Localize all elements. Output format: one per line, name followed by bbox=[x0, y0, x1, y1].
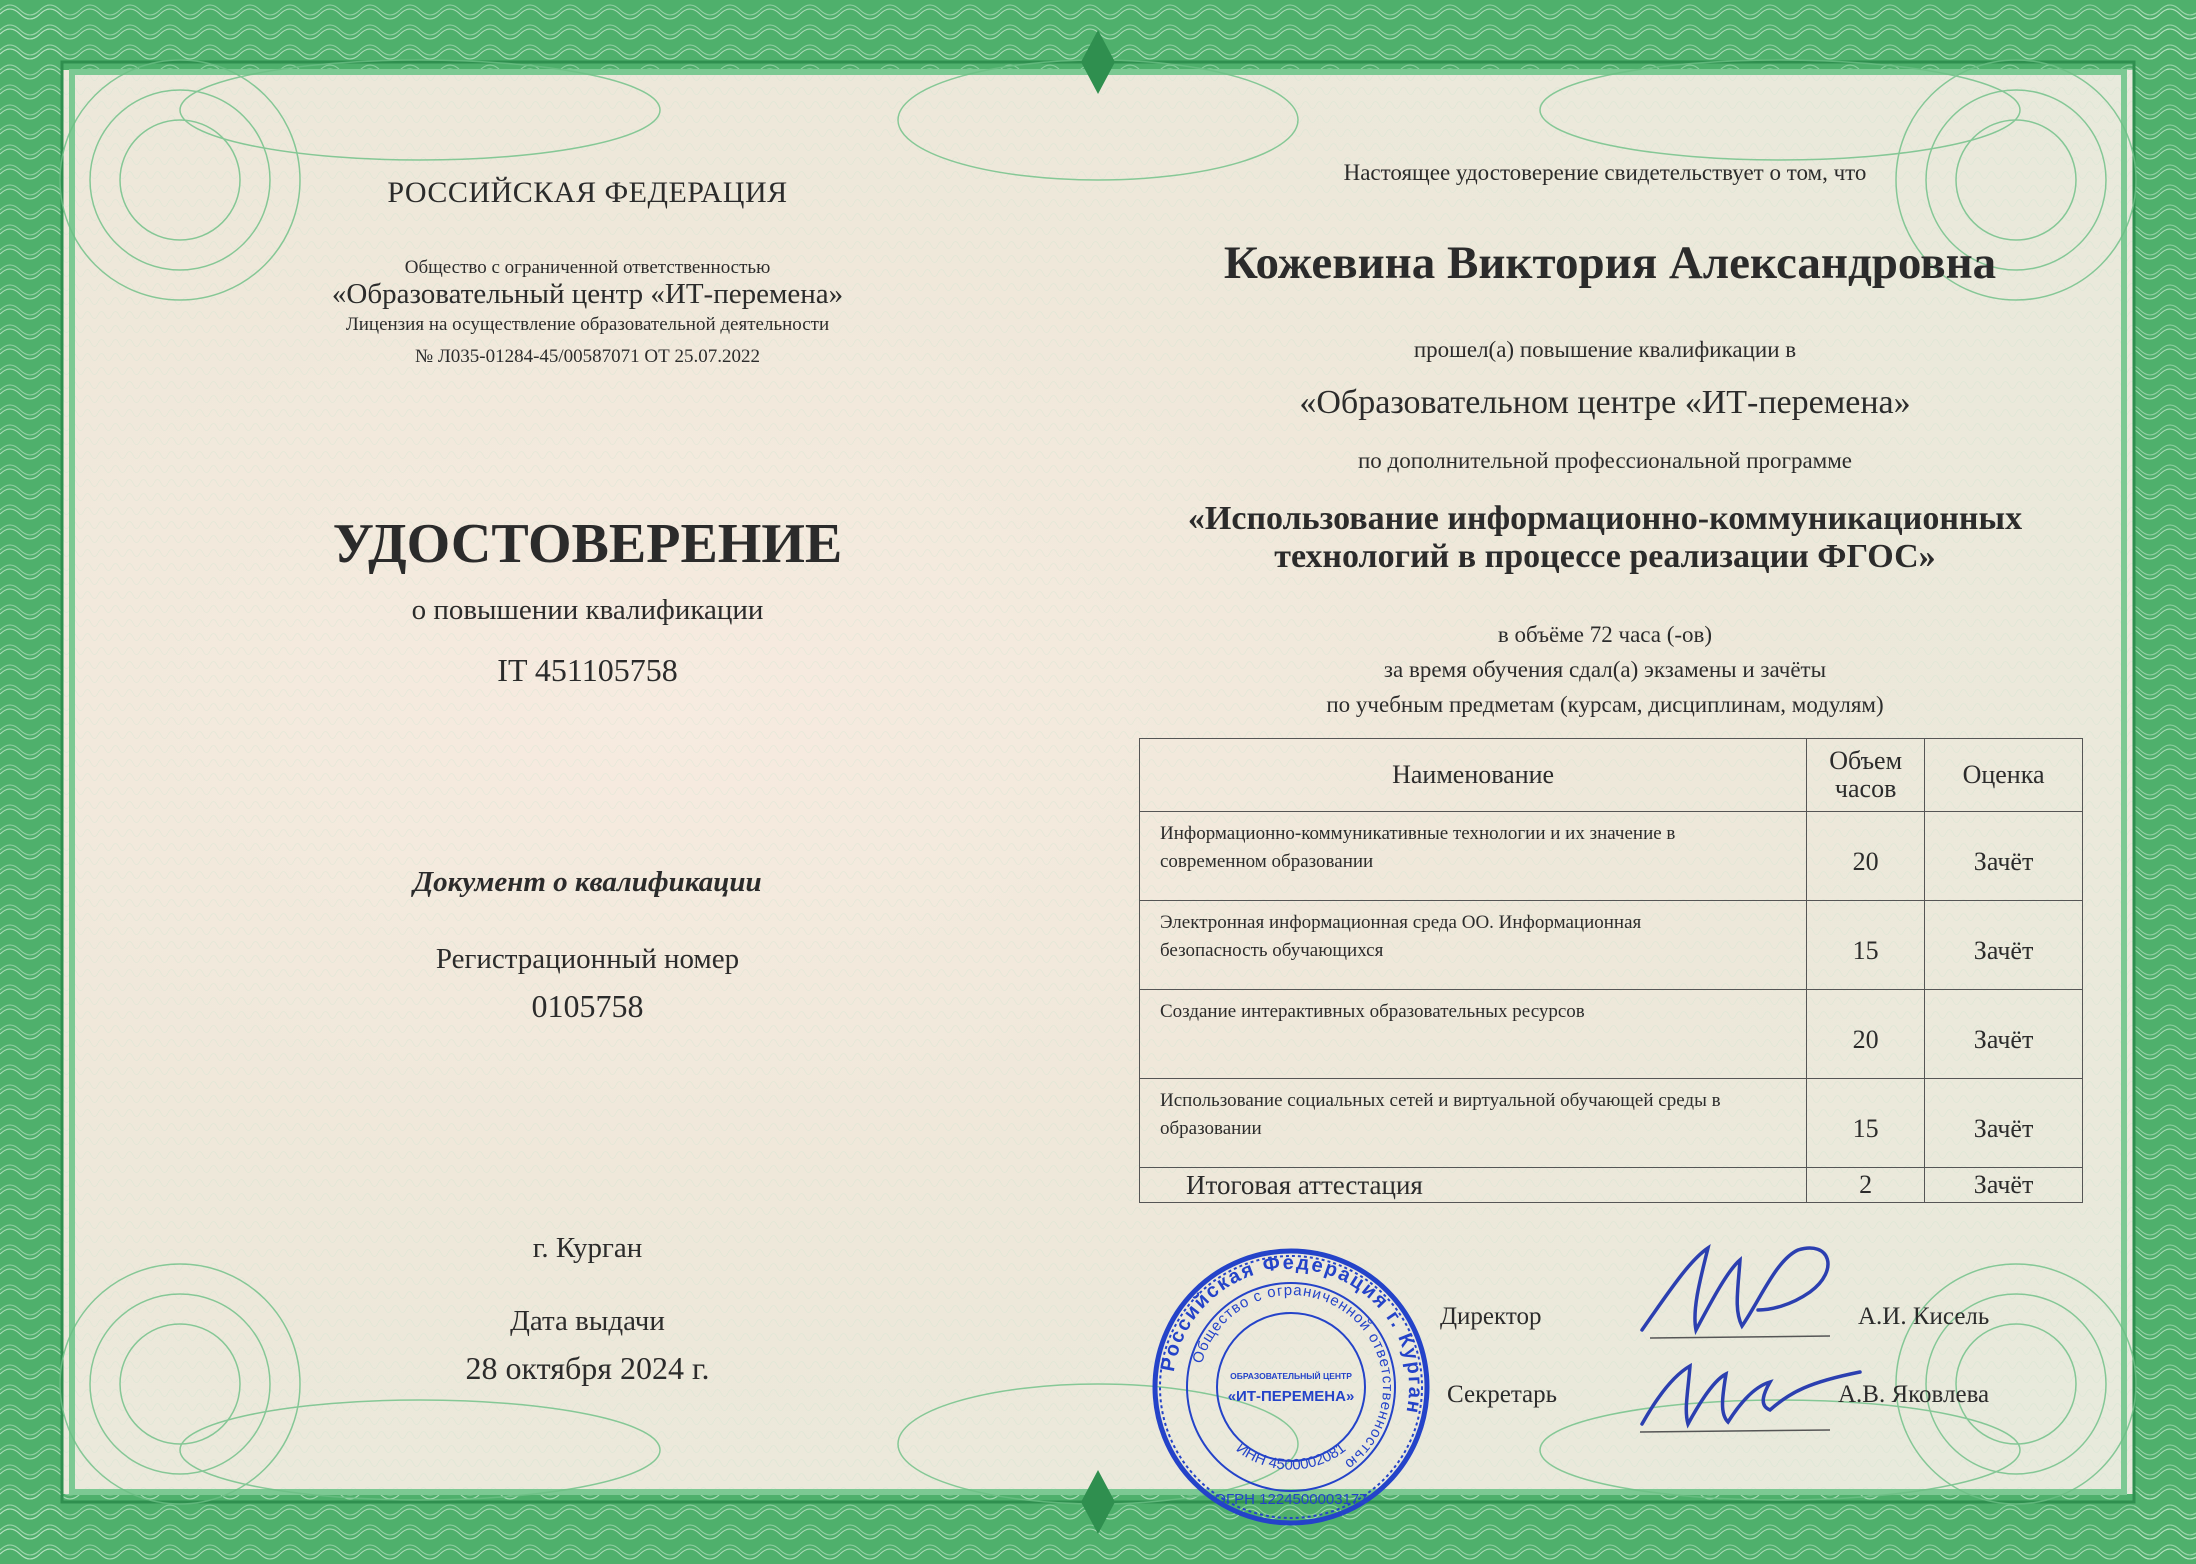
document-title: УДОСТОВЕРЕНИЕ bbox=[332, 513, 843, 575]
document-number: IT 451105758 bbox=[497, 652, 678, 688]
header-hours-line-2: часов bbox=[1834, 774, 1897, 803]
director-signature bbox=[1630, 1230, 1860, 1350]
header-hours bbox=[1807, 739, 1925, 812]
subject-name bbox=[1140, 812, 1807, 901]
license-line-2: № Л035-01284-45/00587071 ОТ 25.07.2022 bbox=[414, 346, 761, 367]
header-name: Наименование bbox=[1140, 739, 1807, 812]
subject-name-line-1: Использование социальных сетей и виртуальной обучающей среды в bbox=[1160, 1090, 1721, 1111]
secretary-signature bbox=[1630, 1352, 1870, 1442]
subject-hours: 15 bbox=[1807, 901, 1925, 990]
table-row bbox=[1140, 812, 2083, 901]
exams-line-2: по учебным предметам (курсам, дисциплинам, модулям) bbox=[1326, 692, 1884, 717]
organization-seal bbox=[1150, 1246, 1432, 1528]
director-name: А.И. Кисель bbox=[1858, 1303, 1990, 1330]
seal-inn: ИНН 4500002081 bbox=[1233, 1439, 1349, 1474]
exams-line-1: за время обучения сдал(а) экзамены и зачёты bbox=[1383, 657, 1827, 682]
subject-name-line-1: Электронная информационная среда ОО. Информационная bbox=[1160, 912, 1642, 933]
center-name: «Образовательном центре «ИТ-перемена» bbox=[1299, 384, 1911, 421]
city: г. Курган bbox=[532, 1232, 643, 1264]
header-grade: Оценка bbox=[1925, 739, 2083, 812]
table-row bbox=[1140, 990, 2083, 1079]
table-header-row bbox=[1140, 739, 2083, 812]
subject-name-line-2: современном образовании bbox=[1160, 851, 1374, 872]
country-title: РОССИЙСКАЯ ФЕДЕРАЦИЯ bbox=[387, 176, 788, 209]
subject-hours: 20 bbox=[1807, 812, 1925, 901]
program-label: по дополнительной профессиональной программе bbox=[1358, 448, 1852, 473]
subject-hours: 15 bbox=[1807, 1079, 1925, 1168]
director-label: Директор bbox=[1440, 1303, 1542, 1330]
svg-text:ИНН 4500002081 bbox=[1233, 1439, 1349, 1473]
seal-outer-text: Российская Федерация г. Курган bbox=[1157, 1251, 1427, 1417]
subject-name bbox=[1140, 990, 1807, 1079]
header-hours-line-1: Объем bbox=[1829, 746, 1903, 775]
subject-grade: Зачёт bbox=[1925, 812, 2083, 901]
subject-hours: 20 bbox=[1807, 990, 1925, 1079]
program-title-line-1: «Использование информационно-коммуникационных bbox=[1187, 500, 2023, 537]
license-line-1: Лицензия на осуществление образовательной деятельности bbox=[345, 314, 830, 335]
issue-date: 28 октября 2024 г. bbox=[465, 1350, 710, 1386]
seal-ogrn: ОГРН 1224500003177 bbox=[1214, 1491, 1368, 1508]
secretary-name: А.В. Яковлева bbox=[1838, 1381, 1990, 1408]
subject-name-line-1: Информационно-коммуникативные технологии и их значение в bbox=[1160, 823, 1676, 844]
seal-center-big: «ИТ-ПЕРЕМЕНА» bbox=[1227, 1388, 1355, 1405]
subject-grade: Зачёт bbox=[1925, 1079, 2083, 1168]
document-subtitle: о повышении квалификации bbox=[411, 594, 764, 626]
final-attestation-name: Итоговая аттестация bbox=[1140, 1168, 1807, 1203]
subject-name-line-2: образовании bbox=[1160, 1118, 1262, 1139]
org-name: «Образовательный центр «ИТ-перемена» bbox=[331, 278, 844, 310]
final-attestation-hours: 2 bbox=[1807, 1168, 1925, 1203]
document-kind: Документ о квалификации bbox=[413, 866, 762, 898]
seal-center-small: ОБРАЗОВАТЕЛЬНЫЙ ЦЕНТР bbox=[1230, 1371, 1352, 1381]
seal-ring-text: Общество с ограниченной ответственностью bbox=[1189, 1281, 1397, 1474]
subject-grade: Зачёт bbox=[1925, 990, 2083, 1079]
issue-date-label: Дата выдачи bbox=[510, 1305, 665, 1337]
person-name: Кожевина Виктория Александровна bbox=[1223, 237, 1997, 289]
program-title-line-2: технологий в процессе реализации ФГОС» bbox=[1274, 538, 1936, 575]
registration-number: 0105758 bbox=[531, 988, 644, 1024]
table-row bbox=[1140, 901, 2083, 990]
table-row bbox=[1140, 1079, 2083, 1168]
registration-label: Регистрационный номер bbox=[435, 943, 740, 975]
volume-text: в объёме 72 часа (-ов) bbox=[1497, 622, 1713, 647]
final-attestation-grade: Зачёт bbox=[1925, 1168, 2083, 1203]
org-type: Общество с ограниченной ответственностью bbox=[404, 257, 771, 278]
secretary-label: Секретарь bbox=[1447, 1381, 1558, 1408]
final-attestation-row bbox=[1140, 1168, 2083, 1203]
subject-name bbox=[1140, 1079, 1807, 1168]
subjects-table bbox=[1139, 738, 2083, 1203]
intro-text: Настоящее удостоверение свидетельствует о том, что bbox=[1343, 160, 1867, 185]
subject-name bbox=[1140, 901, 1807, 990]
subject-grade: Зачёт bbox=[1925, 901, 2083, 990]
subject-name-line-1: Создание интерактивных образовательных ресурсов bbox=[1160, 1001, 1585, 1022]
passed-text: прошел(а) повышение квалификации в bbox=[1413, 337, 1797, 362]
subject-name-line-2: безопасность обучающихся bbox=[1160, 940, 1384, 961]
